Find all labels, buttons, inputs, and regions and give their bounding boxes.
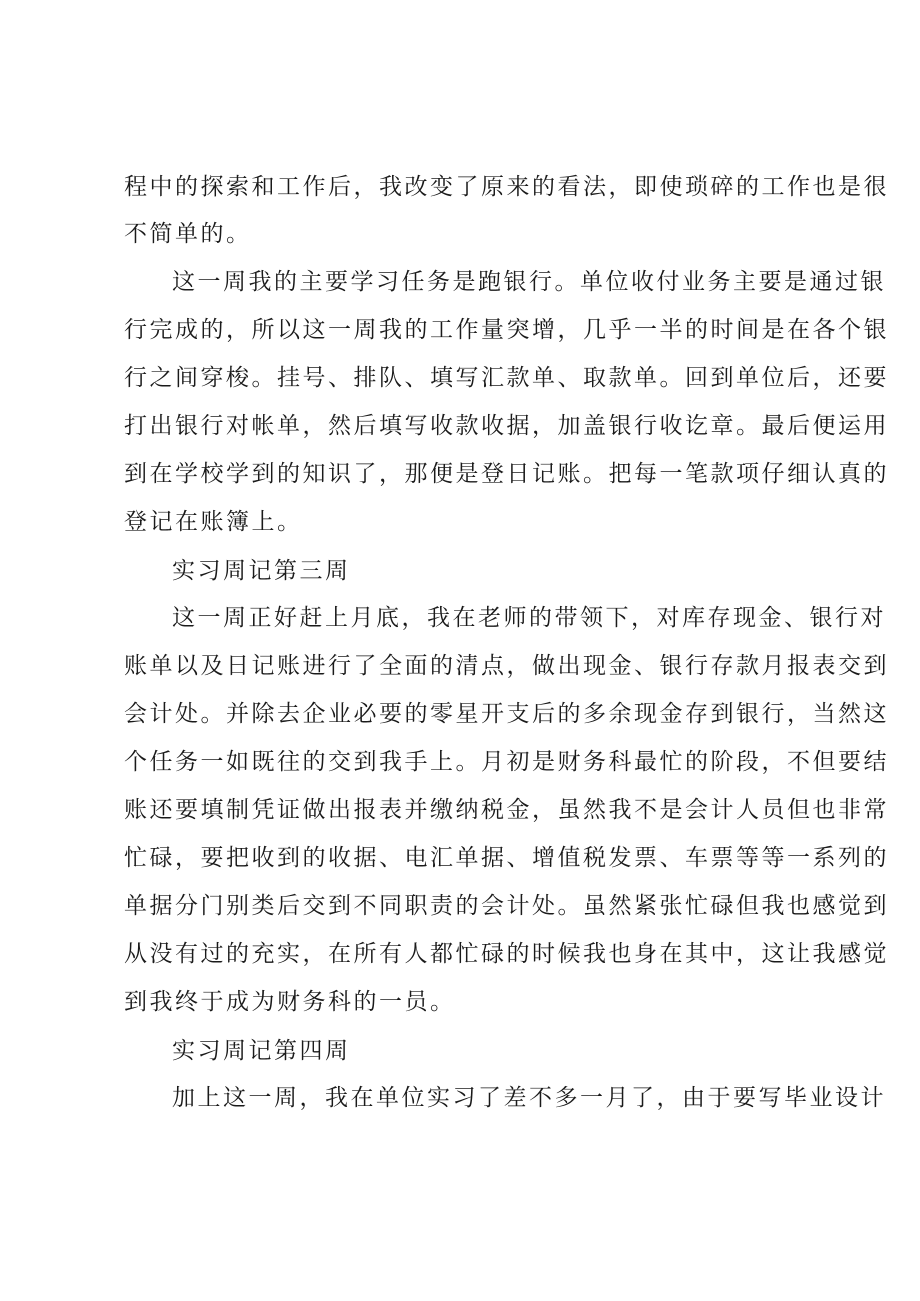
paragraph-first-line: 这一周正好赶上月底，我在老师的带领下，对库存现金、银行对 xyxy=(172,605,886,631)
text-line: 单据分门别类后交到不同职责的会计处。虽然紧张忙碌但我也感觉到 xyxy=(124,893,889,919)
text-line: 账还要填制凭证做出报表并缴纳税金，虽然我不是会计人员但也非常 xyxy=(124,797,889,823)
text-line: 从没有过的充实，在所有人都忙碌的时候我也身在其中，这让我感觉 xyxy=(124,941,889,967)
text-line: 不简单的。 xyxy=(124,221,252,247)
paragraph-first-line: 这一周我的主要学习任务是跑银行。单位收付业务主要是通过银 xyxy=(172,269,886,295)
text-line: 程中的探索和工作后，我改变了原来的看法，即使琐碎的工作也是很 xyxy=(124,174,889,200)
section-heading: 实习周记第三周 xyxy=(172,558,351,584)
text-line: 到我终于成为财务科的一员。 xyxy=(124,989,456,1015)
text-line: 忙碌，要把收到的收据、电汇单据、增值税发票、车票等等一系列的 xyxy=(124,845,889,871)
text-line: 打出银行对帐单，然后填写收款收据，加盖银行收讫章。最后便运用 xyxy=(124,413,889,439)
text-line: 会计处。并除去企业必要的零星开支后的多余现金存到银行，当然这 xyxy=(124,701,889,727)
text-line: 到在学校学到的知识了，那便是登日记账。把每一笔款项仔细认真的 xyxy=(124,461,889,487)
text-line: 个任务一如既往的交到我手上。月初是财务科最忙的阶段，不但要结 xyxy=(124,749,889,775)
section-heading: 实习周记第四周 xyxy=(172,1038,351,1064)
text-line: 行之间穿梭。挂号、排队、填写汇款单、取款单。回到单位后，还要 xyxy=(124,365,889,391)
paragraph-first-line: 加上这一周，我在单位实习了差不多一月了，由于要写毕业设计 xyxy=(172,1085,886,1111)
text-line: 登记在账簿上。 xyxy=(124,509,303,535)
text-line: 行完成的，所以这一周我的工作量突增，几乎一半的时间是在各个银 xyxy=(124,317,889,343)
text-line: 账单以及日记账进行了全面的清点，做出现金、银行存款月报表交到 xyxy=(124,653,889,679)
